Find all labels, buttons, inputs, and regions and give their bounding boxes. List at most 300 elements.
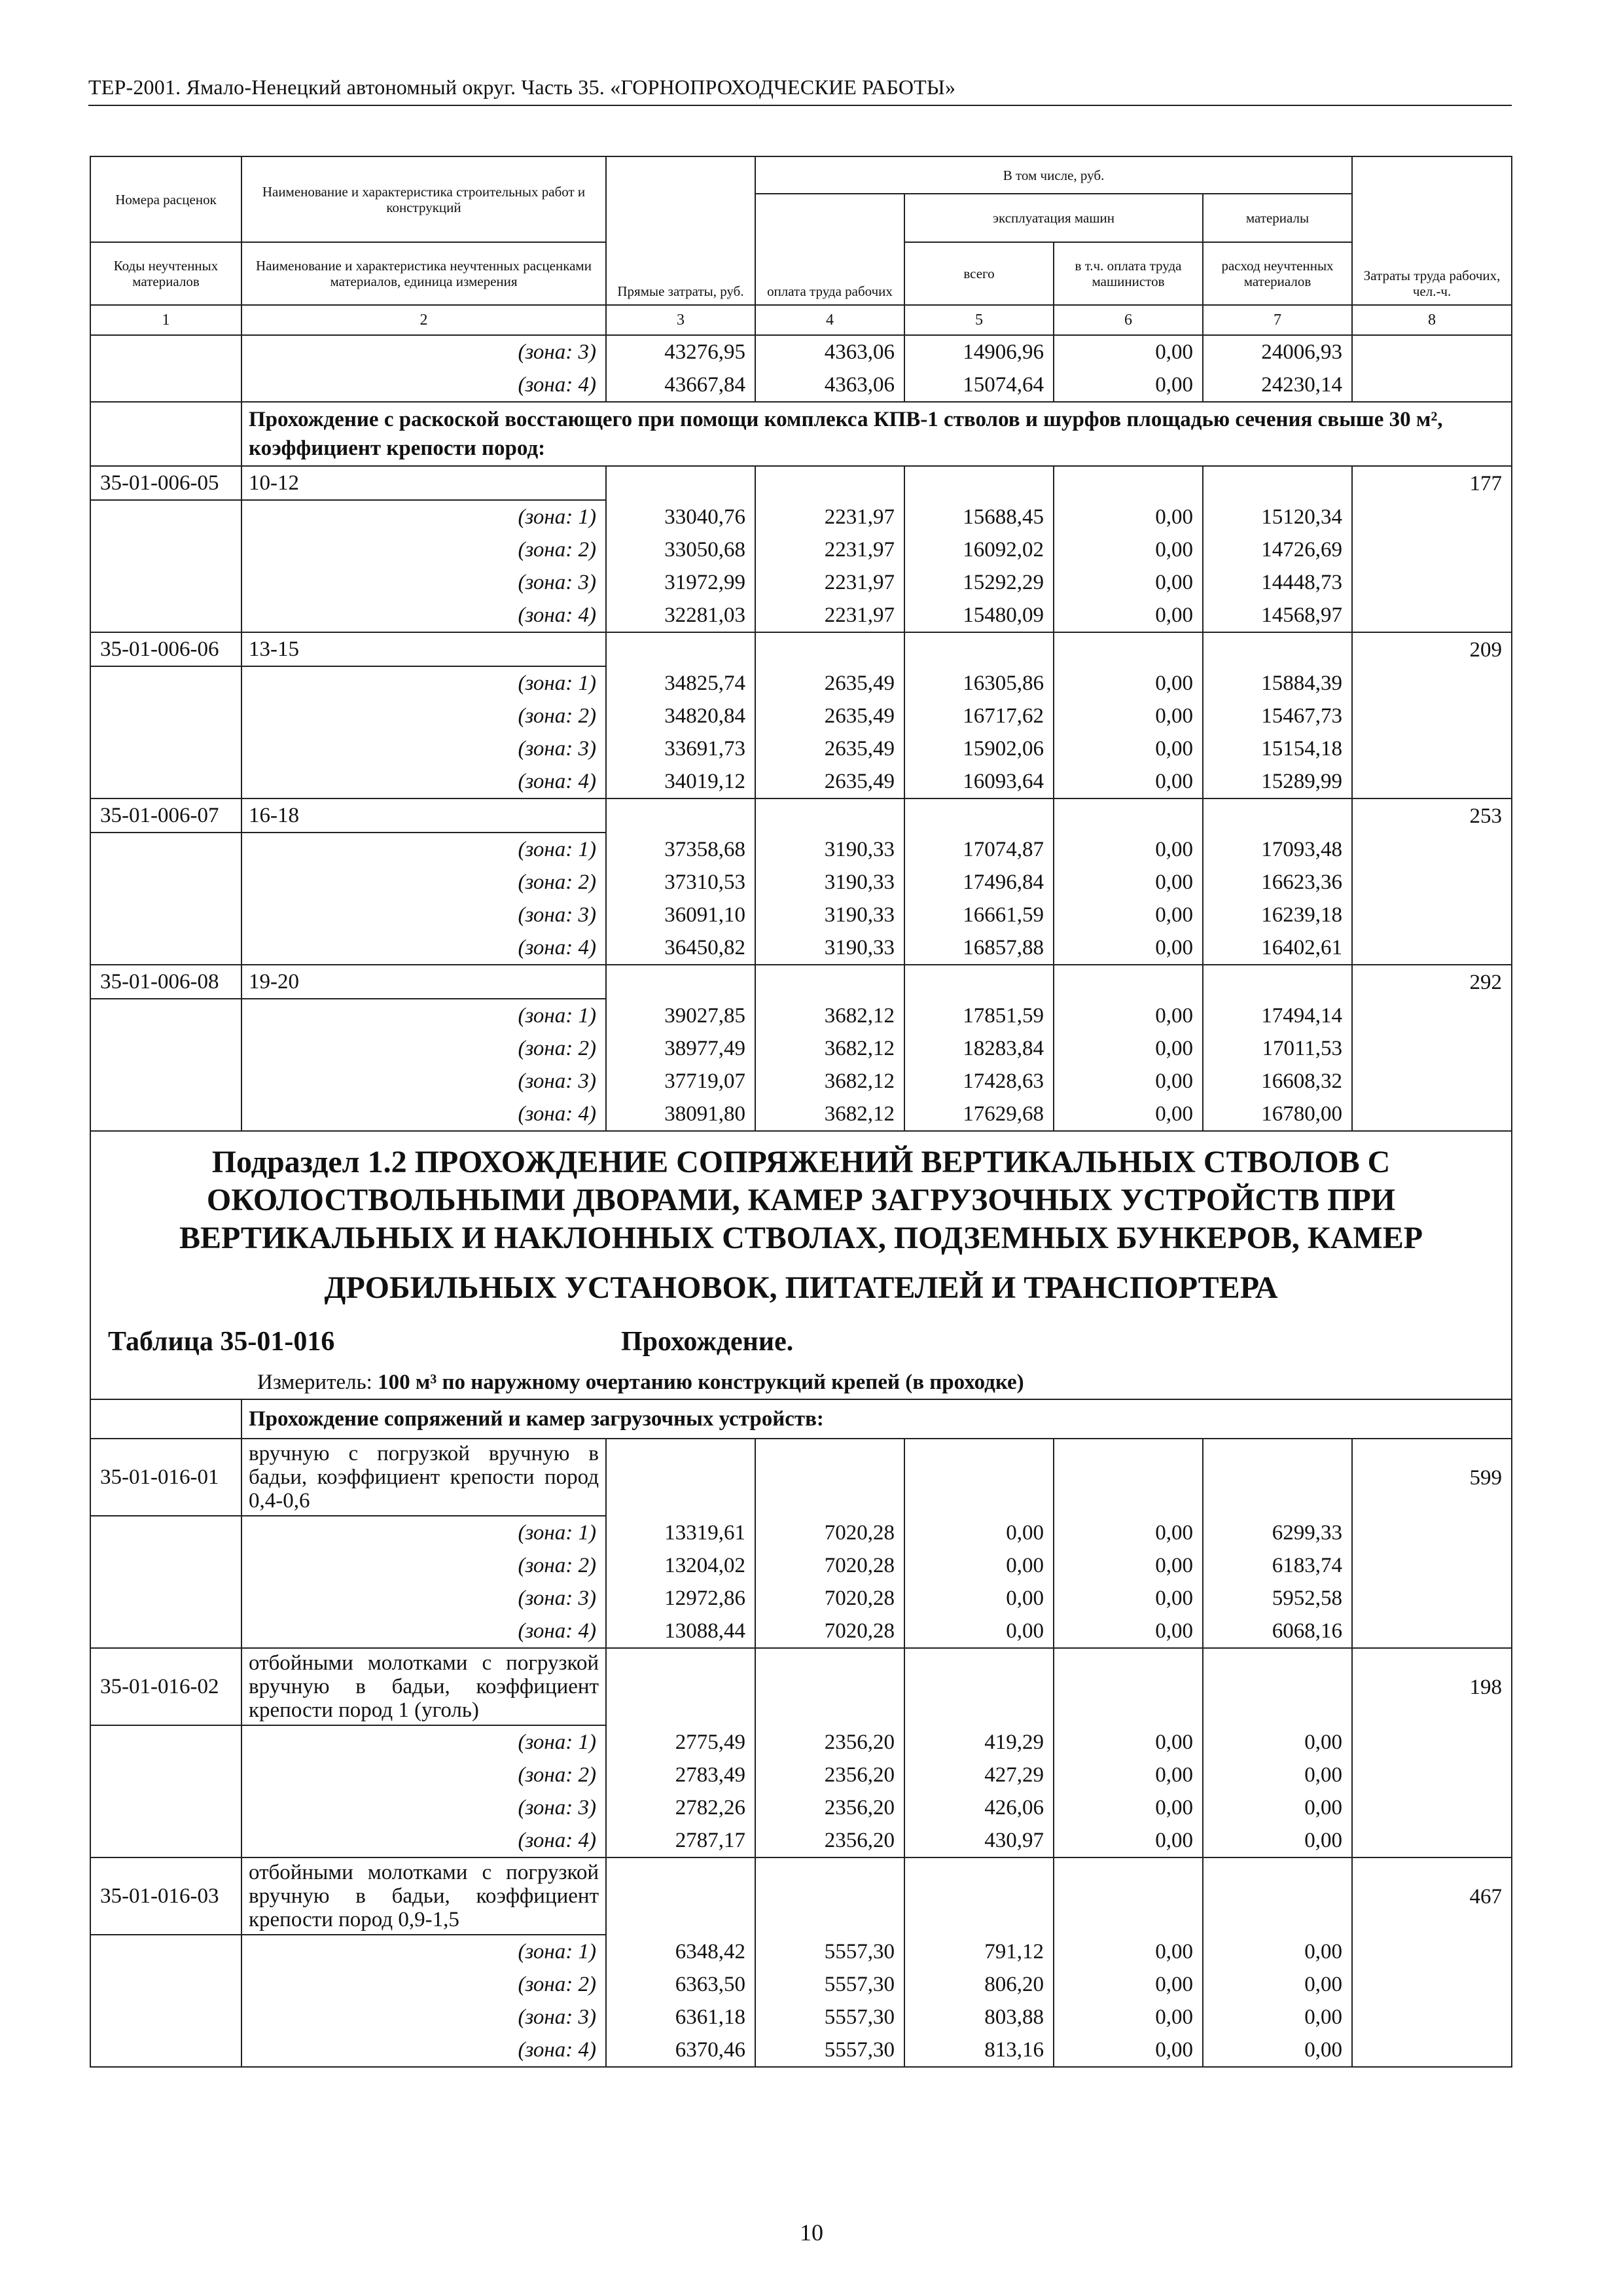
machine-total: 17074,87: [904, 833, 1054, 866]
item-name: вручную с погрузкой вручную в бадьи, коэффициент крепости пород 0,4-0,6: [241, 1439, 606, 1516]
materials: 16402,61: [1203, 931, 1352, 965]
empty-cell: [90, 700, 241, 732]
machine-total: 15480,09: [904, 599, 1054, 632]
empty-cell: [606, 1439, 755, 1516]
zone-label: (зона: 3): [241, 566, 606, 599]
materials: 17093,48: [1203, 833, 1352, 866]
machine-labor: 0,00: [1054, 732, 1203, 765]
subsection-cell: [90, 1131, 1512, 1399]
machine-labor: 0,00: [1054, 899, 1203, 931]
empty-cell: [1054, 1439, 1203, 1516]
table-row: [90, 666, 1512, 700]
empty-cell: [904, 798, 1054, 833]
zone-label: (зона: 1): [241, 1725, 606, 1759]
direct-cost: 36450,82: [606, 931, 755, 965]
empty-cell: [90, 599, 241, 632]
machine-labor: 0,00: [1054, 1098, 1203, 1131]
direct-cost: 37719,07: [606, 1065, 755, 1098]
item-code: 35-01-006-07: [90, 798, 241, 833]
machine-labor: 0,00: [1054, 833, 1203, 866]
direct-cost: 34019,12: [606, 765, 755, 798]
empty-cell: [904, 466, 1054, 500]
zone-label: (зона: 2): [241, 866, 606, 899]
col-number: 6: [1054, 305, 1203, 335]
col-direct-header: Прямые затраты, руб.: [606, 156, 755, 305]
machine-total: 15902,06: [904, 732, 1054, 765]
column-numbers-row: [90, 305, 1512, 335]
empty-cell: [755, 1857, 904, 1935]
col-name-header: Наименование и характеристика строительных работ и конструкций: [241, 156, 606, 242]
subsection-block: [90, 1131, 1512, 1439]
empty-cell: [90, 1582, 241, 1615]
labor-pay: 3682,12: [755, 1065, 904, 1098]
labor-pay: 3682,12: [755, 999, 904, 1032]
col-number: 1: [90, 305, 241, 335]
labor-pay: 2635,49: [755, 732, 904, 765]
materials: 15154,18: [1203, 732, 1352, 765]
direct-cost: 13319,61: [606, 1516, 755, 1549]
machine-total: 803,88: [904, 2001, 1054, 2034]
empty-cell: [1352, 1725, 1512, 1759]
table-row: [90, 899, 1512, 931]
section-title-row: [90, 1399, 1512, 1439]
item-name: 16-18: [241, 798, 606, 833]
machine-total: 17496,84: [904, 866, 1054, 899]
zone-label: (зона: 3): [241, 1065, 606, 1098]
measurer: [91, 1370, 1511, 1399]
machine-total: 0,00: [904, 1582, 1054, 1615]
empty-cell: [1054, 965, 1203, 999]
machine-labor: 0,00: [1054, 1935, 1203, 1968]
item-name: 13-15: [241, 632, 606, 666]
table-row: [90, 368, 1512, 402]
materials: 15467,73: [1203, 700, 1352, 732]
machine-total: 430,97: [904, 1824, 1054, 1857]
materials: 0,00: [1203, 1824, 1352, 1857]
empty-cell: [90, 899, 241, 931]
empty-cell: [90, 1725, 241, 1759]
table-row: [90, 1549, 1512, 1582]
machine-total: 16857,88: [904, 931, 1054, 965]
labor-pay: 5557,30: [755, 1968, 904, 2001]
machine-total: 15688,45: [904, 500, 1054, 533]
empty-cell: [755, 632, 904, 666]
empty-cell: [1352, 1549, 1512, 1582]
direct-cost: 37358,68: [606, 833, 755, 866]
empty-cell: [1352, 1759, 1512, 1791]
empty-cell: [1352, 666, 1512, 700]
empty-cell: [90, 1759, 241, 1791]
section-title: Прохождение с раскоской восстающего при помощи комплекса КПВ-1 стволов и шурфов площадью сечения свыше 30 м², коэффициент крепости пород:: [241, 402, 1512, 466]
machine-total: 426,06: [904, 1791, 1054, 1824]
zone-label: (зона: 3): [241, 335, 606, 368]
materials: 16239,18: [1203, 899, 1352, 931]
section-title: Прохождение сопряжений и камер загрузочных устройств:: [241, 1399, 1512, 1439]
group-1-rows: [90, 466, 1512, 1131]
materials: 24006,93: [1203, 335, 1352, 368]
price-table-container: [90, 156, 1511, 2068]
zone-label: (зона: 4): [241, 2034, 606, 2067]
empty-cell: [90, 1399, 241, 1439]
zone-label: (зона: 2): [241, 533, 606, 566]
table-row: [90, 335, 1512, 368]
materials: 16608,32: [1203, 1065, 1352, 1098]
machine-total: 14906,96: [904, 335, 1054, 368]
empty-cell: [1352, 765, 1512, 798]
direct-cost: 33050,68: [606, 533, 755, 566]
machine-labor: 0,00: [1054, 1065, 1203, 1098]
table-row: [90, 866, 1512, 899]
empty-cell: [904, 1857, 1054, 1935]
machine-total: 18283,84: [904, 1032, 1054, 1065]
empty-cell: [904, 1439, 1054, 1516]
zone-label: (зона: 1): [241, 500, 606, 533]
labor-pay: 7020,28: [755, 1549, 904, 1582]
empty-cell: [90, 1098, 241, 1131]
empty-cell: [1352, 732, 1512, 765]
item-row: [90, 1857, 1512, 1935]
labor-pay: 5557,30: [755, 2001, 904, 2034]
item-row: [90, 466, 1512, 500]
empty-cell: [755, 965, 904, 999]
labor-pay: 2356,20: [755, 1759, 904, 1791]
direct-cost: 2775,49: [606, 1725, 755, 1759]
labor-pay: 2231,97: [755, 533, 904, 566]
empty-cell: [90, 1824, 241, 1857]
direct-cost: 6370,46: [606, 2034, 755, 2067]
machine-labor: 0,00: [1054, 700, 1203, 732]
machine-total: 806,20: [904, 1968, 1054, 2001]
empty-cell: [1352, 1582, 1512, 1615]
empty-cell: [1352, 1516, 1512, 1549]
machine-total: 16717,62: [904, 700, 1054, 732]
machine-total: 15292,29: [904, 566, 1054, 599]
table-row: [90, 1791, 1512, 1824]
empty-cell: [90, 866, 241, 899]
subsection-title: Подраздел 1.2 ПРОХОЖДЕНИЕ СОПРЯЖЕНИЙ ВЕРТИКАЛЬНЫХ СТВОЛОВ С ОКОЛОСТВОЛЬНЫМИ ДВОРАМИ, КАМЕР ЗАГРУЗОЧНЫХ УСТРОЙСТВ ПРИ ВЕРТИКАЛЬНЫХ И НАКЛОННЫХ СТВОЛАХ, ПОДЗЕМНЫХ БУНКЕРОВ, КАМЕР ДРОБИЛЬНЫХ УСТАНОВОК, ПИТАТЕЛЕЙ И ТРАНСПОРТЕРА: [179, 1145, 1423, 1305]
table-row: [90, 1968, 1512, 2001]
continuation-rows: [90, 335, 1512, 402]
machine-labor: 0,00: [1054, 533, 1203, 566]
zone-label: (зона: 3): [241, 1582, 606, 1615]
zone-label: (зона: 1): [241, 666, 606, 700]
item-code: 35-01-016-03: [90, 1857, 241, 1935]
direct-cost: 13088,44: [606, 1615, 755, 1648]
col-number: 4: [755, 305, 904, 335]
labor-cost: 198: [1352, 1648, 1512, 1725]
empty-cell: [1352, 1065, 1512, 1098]
materials: 0,00: [1203, 1759, 1352, 1791]
empty-cell: [1352, 1968, 1512, 2001]
empty-cell: [1054, 798, 1203, 833]
materials: 14568,97: [1203, 599, 1352, 632]
empty-cell: [1203, 1439, 1352, 1516]
empty-cell: [90, 833, 241, 866]
zone-label: (зона: 4): [241, 1824, 606, 1857]
item-code: 35-01-006-05: [90, 466, 241, 500]
empty-cell: [1352, 500, 1512, 533]
labor-pay: 3190,33: [755, 931, 904, 965]
materials: 5952,58: [1203, 1582, 1352, 1615]
machine-labor: 0,00: [1054, 1759, 1203, 1791]
labor-pay: 4363,06: [755, 335, 904, 368]
machine-labor: 0,00: [1054, 931, 1203, 965]
table-row: [90, 1935, 1512, 1968]
machine-total: 791,12: [904, 1935, 1054, 1968]
empty-cell: [90, 533, 241, 566]
empty-cell: [1203, 798, 1352, 833]
labor-pay: 7020,28: [755, 1582, 904, 1615]
col-machines-header: эксплуатация машин: [904, 194, 1203, 242]
col-material-codes-header: Коды неучтенных материалов: [90, 242, 241, 305]
machine-labor: 0,00: [1054, 866, 1203, 899]
table-row: [90, 732, 1512, 765]
labor-cost: 292: [1352, 965, 1512, 999]
labor-pay: 3190,33: [755, 899, 904, 931]
item-row: [90, 798, 1512, 833]
materials: 16623,36: [1203, 866, 1352, 899]
empty-cell: [90, 1549, 241, 1582]
table-row: [90, 533, 1512, 566]
machine-labor: 0,00: [1054, 1516, 1203, 1549]
machine-labor: 0,00: [1054, 1968, 1203, 2001]
machine-total: 0,00: [904, 1615, 1054, 1648]
direct-cost: 2787,17: [606, 1824, 755, 1857]
empty-cell: [90, 1791, 241, 1824]
zone-label: (зона: 4): [241, 599, 606, 632]
empty-cell: [1203, 466, 1352, 500]
machine-labor: 0,00: [1054, 1791, 1203, 1824]
empty-cell: [755, 1648, 904, 1725]
materials: 6068,16: [1203, 1615, 1352, 1648]
zone-label: (зона: 2): [241, 1759, 606, 1791]
empty-cell: [1054, 1857, 1203, 1935]
zone-label: (зона: 3): [241, 899, 606, 931]
col-material-name-header: Наименование и характеристика неучтенных расценками материалов, единица измерения: [241, 242, 606, 305]
empty-cell: [1054, 1648, 1203, 1725]
labor-pay: 5557,30: [755, 1935, 904, 1968]
section-1: [90, 402, 1512, 466]
empty-cell: [90, 732, 241, 765]
materials: 0,00: [1203, 2034, 1352, 2067]
zone-label: (зона: 4): [241, 765, 606, 798]
col-mat-cons-header: расход неучтенных материалов: [1203, 242, 1352, 305]
col-number: 8: [1352, 305, 1512, 335]
machine-labor: 0,00: [1054, 2034, 1203, 2067]
empty-cell: [606, 965, 755, 999]
machine-total: 0,00: [904, 1516, 1054, 1549]
empty-cell: [1203, 632, 1352, 666]
direct-cost: 38977,49: [606, 1032, 755, 1065]
materials: 0,00: [1203, 1935, 1352, 1968]
direct-cost: 6348,42: [606, 1935, 755, 1968]
zone-label: (зона: 4): [241, 1098, 606, 1131]
col-codes-header: Номера расценок: [90, 156, 241, 242]
item-code: 35-01-006-08: [90, 965, 241, 999]
empty-cell: [1352, 1615, 1512, 1648]
materials: 0,00: [1203, 1968, 1352, 2001]
col-labor-header: Затраты труда рабочих, чел.-ч.: [1352, 156, 1512, 305]
item-name: 19-20: [241, 965, 606, 999]
zone-label: (зона: 2): [241, 700, 606, 732]
machine-labor: 0,00: [1054, 999, 1203, 1032]
table-row: [90, 1065, 1512, 1098]
labor-pay: 2356,20: [755, 1824, 904, 1857]
machine-total: 16092,02: [904, 533, 1054, 566]
item-row: [90, 1648, 1512, 1725]
zone-label: (зона: 1): [241, 1935, 606, 1968]
zone-label: (зона: 1): [241, 999, 606, 1032]
empty-cell: [1352, 700, 1512, 732]
materials: 15120,34: [1203, 500, 1352, 533]
measurer-label: Измеритель:: [257, 1371, 372, 1394]
empty-cell: [90, 368, 241, 402]
zone-label: (зона: 1): [241, 833, 606, 866]
materials: 17011,53: [1203, 1032, 1352, 1065]
empty-cell: [606, 632, 755, 666]
empty-cell: [1352, 566, 1512, 599]
machine-total: 427,29: [904, 1759, 1054, 1791]
empty-cell: [1352, 899, 1512, 931]
materials: 24230,14: [1203, 368, 1352, 402]
empty-cell: [1352, 833, 1512, 866]
table-row: [90, 1725, 1512, 1759]
empty-cell: [90, 2001, 241, 2034]
group-2-rows: [90, 1439, 1512, 2067]
price-table: [90, 156, 1512, 2068]
col-incl-header: В том числе, руб.: [755, 156, 1352, 194]
direct-cost: 13204,02: [606, 1549, 755, 1582]
labor-pay: 2231,97: [755, 599, 904, 632]
table-row: [90, 931, 1512, 965]
empty-cell: [904, 632, 1054, 666]
item-name: 10-12: [241, 466, 606, 500]
machine-labor: 0,00: [1054, 666, 1203, 700]
col-number: 3: [606, 305, 755, 335]
direct-cost: 12972,86: [606, 1582, 755, 1615]
col-labor-pay-header: оплата труда рабочих: [755, 194, 904, 305]
direct-cost: 34825,74: [606, 666, 755, 700]
machine-labor: 0,00: [1054, 1725, 1203, 1759]
empty-cell: [755, 1439, 904, 1516]
zone-label: (зона: 4): [241, 368, 606, 402]
empty-cell: [1352, 999, 1512, 1032]
table-caption: [91, 1307, 1511, 1370]
machine-total: 17428,63: [904, 1065, 1054, 1098]
materials: 0,00: [1203, 1791, 1352, 1824]
table-row: [90, 500, 1512, 533]
section-title-row: [90, 402, 1512, 466]
direct-cost: 31972,99: [606, 566, 755, 599]
direct-cost: 43667,84: [606, 368, 755, 402]
empty-cell: [606, 798, 755, 833]
machine-total: 15074,64: [904, 368, 1054, 402]
machine-total: 813,16: [904, 2034, 1054, 2067]
labor-pay: 7020,28: [755, 1615, 904, 1648]
labor-pay: 3682,12: [755, 1098, 904, 1131]
labor-pay: 4363,06: [755, 368, 904, 402]
direct-cost: 6363,50: [606, 1968, 755, 2001]
labor-cost: 177: [1352, 466, 1512, 500]
empty-cell: [1352, 866, 1512, 899]
empty-cell: [1352, 1791, 1512, 1824]
col-materials-header: материалы: [1203, 194, 1352, 242]
item-code: 35-01-006-06: [90, 632, 241, 666]
empty-cell: [1352, 2034, 1512, 2067]
empty-cell: [1352, 931, 1512, 965]
materials: 0,00: [1203, 2001, 1352, 2034]
labor-pay: 2231,97: [755, 566, 904, 599]
empty-cell: [1203, 965, 1352, 999]
materials: 16780,00: [1203, 1098, 1352, 1131]
table-title: Прохождение.: [621, 1327, 794, 1357]
table-row: [90, 1032, 1512, 1065]
direct-cost: 33691,73: [606, 732, 755, 765]
page-header: ТЕР-2001. Ямало-Ненецкий автономный округ. Часть 35. «ГОРНОПРОХОДЧЕСКИЕ РАБОТЫ»: [88, 75, 1512, 106]
empty-cell: [1054, 466, 1203, 500]
col-mach-incl-header: в т.ч. оплата труда машинистов: [1054, 242, 1203, 305]
table-row: [90, 1516, 1512, 1549]
labor-cost: 467: [1352, 1857, 1512, 1935]
labor-pay: 2356,20: [755, 1725, 904, 1759]
materials: 6183,74: [1203, 1549, 1352, 1582]
empty-cell: [90, 666, 241, 700]
empty-cell: [1203, 1648, 1352, 1725]
table-number: Таблица 35-01-016: [108, 1327, 335, 1357]
empty-cell: [90, 1615, 241, 1648]
item-code: 35-01-016-01: [90, 1439, 241, 1516]
materials: 17494,14: [1203, 999, 1352, 1032]
labor-pay: 7020,28: [755, 1516, 904, 1549]
direct-cost: 38091,80: [606, 1098, 755, 1131]
empty-cell: [1054, 632, 1203, 666]
empty-cell: [90, 2034, 241, 2067]
machine-total: 419,29: [904, 1725, 1054, 1759]
empty-cell: [90, 1032, 241, 1065]
empty-cell: [1352, 1098, 1512, 1131]
col-mach-total-header: всего: [904, 242, 1054, 305]
table-row: [90, 1759, 1512, 1791]
empty-cell: [1352, 533, 1512, 566]
empty-cell: [90, 999, 241, 1032]
empty-cell: [606, 1857, 755, 1935]
machine-labor: 0,00: [1054, 1582, 1203, 1615]
machine-labor: 0,00: [1054, 335, 1203, 368]
zone-label: (зона: 3): [241, 1791, 606, 1824]
direct-cost: 2782,26: [606, 1791, 755, 1824]
table-row: [90, 1824, 1512, 1857]
item-row: [90, 632, 1512, 666]
item-name: отбойными молотками с погрузкой вручную в бадьи, коэффициент крепости пород 0,9-1,5: [241, 1857, 606, 1935]
zone-label: (зона: 3): [241, 732, 606, 765]
labor-pay: 3682,12: [755, 1032, 904, 1065]
empty-cell: [90, 335, 241, 368]
table-row: [90, 999, 1512, 1032]
empty-cell: [90, 566, 241, 599]
direct-cost: 6361,18: [606, 2001, 755, 2034]
table-body: [90, 305, 1512, 335]
materials: 14448,73: [1203, 566, 1352, 599]
labor-pay: 3190,33: [755, 866, 904, 899]
table-row: [90, 700, 1512, 732]
empty-cell: [90, 1935, 241, 1968]
subsection-row: [90, 1131, 1512, 1399]
zone-label: (зона: 1): [241, 1516, 606, 1549]
zone-label: (зона: 2): [241, 1032, 606, 1065]
machine-labor: 0,00: [1054, 1824, 1203, 1857]
materials: 6299,33: [1203, 1516, 1352, 1549]
zone-label: (зона: 3): [241, 2001, 606, 2034]
